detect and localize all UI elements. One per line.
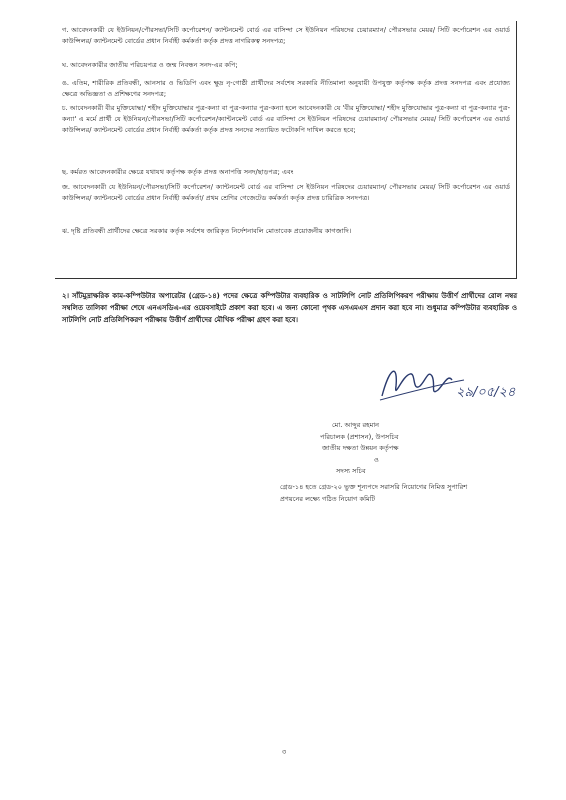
- signatory-committee: গ্রেড-১৪ হতে গ্রেড-২০ ভুক্ত শূন্যপদে সরাসরি নিয়োগের নিমিত্ত সুপারিশ প্রণয়নের লক্ষ্যে গঠিত নিয়োগ কমিটি: [280, 482, 468, 503]
- list-item-ch: চ. আবেদনকারী বীর মুক্তিযোদ্ধা/ শহীদ মুক্তিযোদ্ধার পুত্র-কন্যা বা পুত্র-কন্যার পুত্র-কন্যা হলে আবেদনকারী যে 'বীর মুক্তিযোদ্ধা/ শহীদ মুক্তিযোদ্ধার পুত্র-কন্যা বা পুত্র-কন্যার পুত্র-কন্যা' এ মর্মে প্রার্থী যে ইউনিয়ন/পৌরসভা/সিটি কর্পোরেশন/ক্যান্টনমেন্ট বোর্ড এর বাসিন্দা সে ইউনিয়ন পরিষদের চেয়ারম্যান/ পৌরসভার মেয়র/ সিটি কর্পোরেশন এর ওয়ার্ড কাউন্সিলর/ ক্যান্টনমেন্ট বোর্ডের প্রধান নির্বাহী কর্মকর্তা কর্তৃক প্রদত্ত সনদের সত্যায়িত ফটোকপি দাখিল করতে হবে;: [62, 104, 511, 135]
- list-item-ng: ঙ. এতিম, শারীরিক প্রতিবন্ধী, আনসার ও ভিডিপি এবং ক্ষুদ্র নৃ-গোষ্ঠী প্রার্থীদের সর্বশেষ সরকারি নীতিমালা অনুযায়ী উপযুক্ত কর্তৃপক্ষ কর্তৃক প্রদত্ত সনদপত্র এবং প্রযোজ্য ক্ষেত্রে অভিজ্ঞতা ও প্রশিক্ষণের সনদপত্র;: [62, 79, 510, 99]
- handwritten-signature: [372, 356, 522, 416]
- section-2-notice: ২। সাঁটমুদ্রাক্ষরিক কাম-কম্পিউটার অপারেটর (গ্রেড-১৪) পদের ক্ষেত্রে কম্পিউটার ব্যবহারিক ও সাটলিপি নোট প্রতিলিপিকরণ পরীক্ষায় উত্তীর্ণ প্রার্থীদের রোল নম্বর সম্বলিত তালিকা পরীক্ষা শেষে এনএসডিএ-এর ওয়েবসাইটে প্রকাশ করা হবে। এ জন্য কোনো পৃথক এসএমএস প্রদান করা হবে না। শুধুমাত্র কম্পিউটার ব্যবহারিক ও সাটলিপি নোট প্রতিলিপিকরণ পরীক্ষায় উত্তীর্ণ প্রার্থীদের মৌখিক পরীক্ষা গ্রহণ করা হবে।: [62, 292, 517, 324]
- list-item-chh: ছ. কর্মরত আবেদনকারীর ক্ষেত্রে যথাযথ কর্তৃপক্ষ কর্তৃক প্রদত্ত অনাপত্তি সনদ/ছাড়পত্র; এবং: [62, 168, 294, 176]
- list-item-j: জ. আবেদনকারী যে ইউনিয়ন/পৌরসভা/সিটি কর্পোরেশন/ ক্যান্টনমেন্ট বোর্ড এর বাসিন্দা সে ইউনিয়ন পরিষদের চেয়ারম্যান/ পৌরসভার মেয়র/ সিটি কর্পোরেশন এর ওয়ার্ড কাউন্সিলর/ ক্যান্টনমেন্ট বোর্ডের প্রধান নির্বাহী কর্মকর্তা/ প্রথম শ্রেণির গেজেটেড কর্মকর্তা কর্তৃক প্রদত্ত চারিত্রিক সনদপত্র।: [62, 183, 511, 203]
- signature-date: ২৯/০৫/২৪: [456, 385, 516, 400]
- list-item-gh: ঘ. আবেদনকারীর জাতীয় পরিচয়পত্র ও জন্ম নিবন্ধন সনদ-এর কপি;: [62, 61, 238, 69]
- page-number: ৩: [281, 748, 287, 756]
- signatory-org: জাতীয় দক্ষতা উন্নয়ন কর্তৃপক্ষ: [322, 444, 399, 453]
- signatory-title: পরিচালক (প্রশাসন), উপসচিব: [320, 432, 399, 441]
- signatory-conjunction: ও: [374, 455, 379, 464]
- list-item-g: গ. আবেদনকারী যে ইউনিয়ন/পৌরসভা/সিটি কর্পোরেশন/ ক্যান্টনমেন্ট বোর্ড এর বাসিন্দা সে ইউনিয়ন পরিষদের চেয়ারম্যান/ পৌরসভার মেয়র/ সিটি কর্পোরেশন এর ওয়ার্ড কাউন্সিলর/ ক্যান্টনমেন্ট বোর্ডের প্রধান নির্বাহী কর্মকর্তা কর্তৃক প্রদত্ত নাগরিকত্ব সনদপত্র;: [62, 26, 510, 46]
- signatory-name: মো. আব্দুর রহমান: [332, 421, 380, 429]
- signatory-block: [280, 420, 550, 505]
- signatory-role: সদস্য সচিব: [336, 467, 366, 476]
- list-item-jh: ঝ. দৃষ্টি প্রতিবন্ধী প্রার্থীদের ক্ষেত্রে সরকার কর্তৃক সর্বশেষ জারিকৃত নির্দেশনাবলি মোতাবেক প্রয়োজনীয় কাগজাদি।: [62, 227, 352, 235]
